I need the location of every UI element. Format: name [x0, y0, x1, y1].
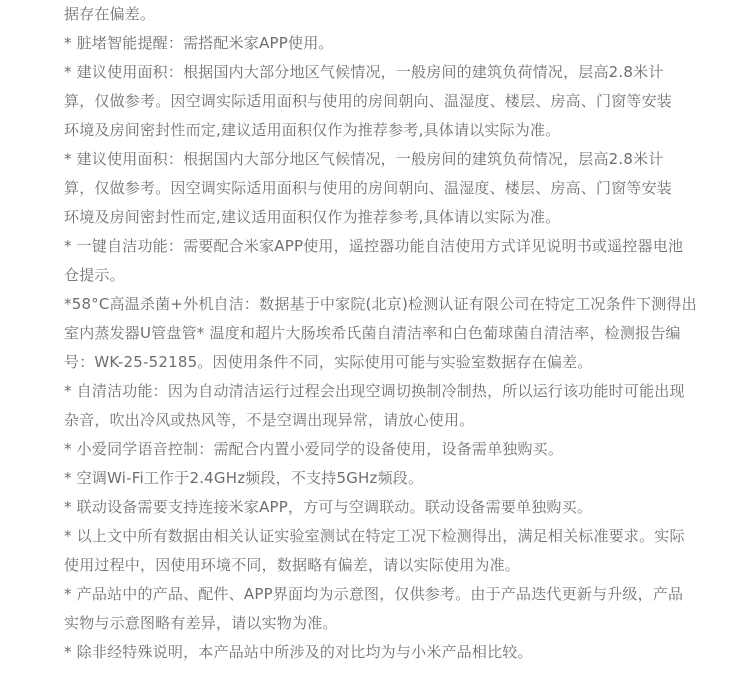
note-line: *58°C高温杀菌+外机自洁：数据基于中家院(北京)检测认证有限公司在特定工况条件下测得出 [64, 295, 697, 313]
note-line: * 小爱同学语音控制：需配合内置小爱同学的设备使用，设备需单独购买。 [64, 440, 564, 458]
note-line: 实物与示意图略有差异，请以实物为准。 [64, 614, 338, 632]
note-line: 号：WK-25-52185。因使用条件不同，实际使用可能与实验室数据存在偏差。 [64, 353, 593, 371]
note-line: 环境及房间密封性而定,建议适用面积仅作为推荐参考,具体请以实际为准。 [64, 208, 561, 226]
note-line: * 自清洁功能：因为自动清洁运行过程会出现空调切换制冷制热，所以运行该功能时可能出现 [64, 382, 685, 400]
note-line: * 建议使用面积：根据国内大部分地区气候情况，一般房间的建筑负荷情况，层高2.8米计 [64, 150, 664, 168]
note-line: 环境及房间密封性而定,建议适用面积仅作为推荐参考,具体请以实际为准。 [64, 121, 561, 139]
note-line: * 以上文中所有数据由相关认证实验室测试在特定工况下检测得出，满足相关标准要求。实际 [64, 527, 685, 545]
note-line: * 除非经特殊说明，本产品站中所涉及的对比均为与小米产品相比较。 [64, 643, 533, 661]
note-line: 仓提示。 [64, 266, 125, 284]
note-line: 算，仅做参考。因空调实际适用面积与使用的房间朝向、温湿度、楼层、房高、门窗等安装 [64, 92, 673, 110]
note-line: * 产品站中的产品、配件、APP界面均为示意图，仅供参考。由于产品迭代更新与升级，产品 [64, 585, 684, 603]
note-line: * 联动设备需要支持连接米家APP，方可与空调联动。联动设备需要单独购买。 [64, 498, 593, 516]
note-line: 据存在偏差。 [64, 5, 156, 23]
note-line: 杂音，吹出冷风或热风等，不是空调出现异常，请放心使用。 [64, 411, 475, 429]
note-line: 算，仅做参考。因空调实际适用面积与使用的房间朝向、温湿度、楼层、房高、门窗等安装 [64, 179, 673, 197]
note-line: 使用过程中，因使用环境不同，数据略有偏差，请以实际使用为准。 [64, 556, 521, 574]
note-line: * 脏堵智能提醒：需搭配米家APP使用。 [64, 34, 334, 52]
note-line: 室内蒸发器U管盘管* 温度和超片大肠埃希氏菌自清洁率和白色葡球菌自清洁率，检测报告编 [64, 324, 681, 342]
note-line: * 一键自洁功能：需要配合米家APP使用，遥控器功能自洁使用方式详见说明书或遥控器电池 [64, 237, 684, 255]
note-line: * 空调Wi-Fi工作于2.4GHz频段，不支持5GHz频段。 [64, 469, 424, 487]
note-line: * 建议使用面积：根据国内大部分地区气候情况，一般房间的建筑负荷情况，层高2.8米计 [64, 63, 664, 81]
